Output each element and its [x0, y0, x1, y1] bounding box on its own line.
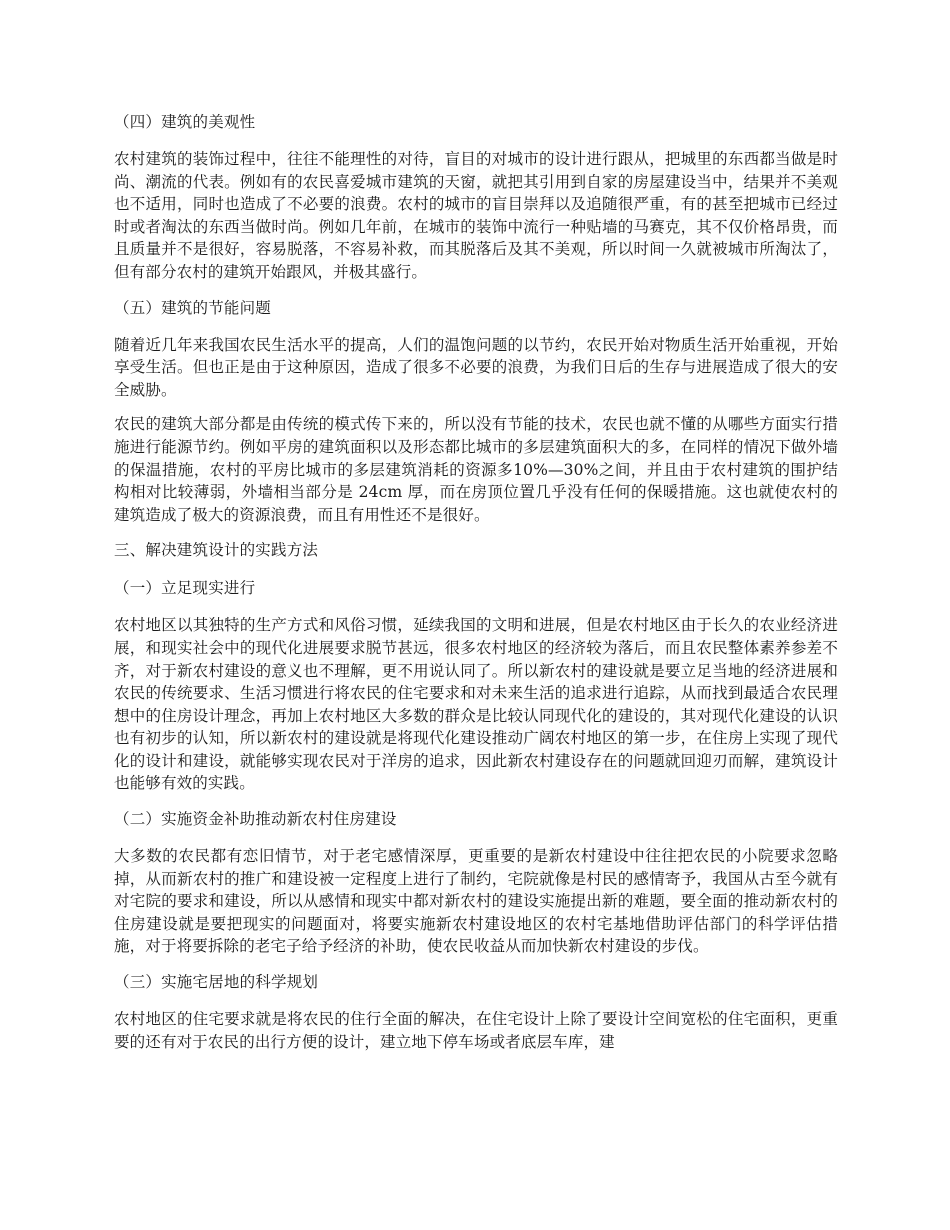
section-heading-3-planning: （三）实施宅居地的科学规划 [114, 973, 319, 992]
paragraph-reality: 农村地区以其独特的生产方式和风俗习惯，延续我国的文明和进展，但是农村地区由于长久的农业经济进展，和现实社会中的现代化进展要求脱节甚远，很多农村地区的经济较为落后，而且农民整体素养参差不齐，对于新农村建设的意义也不理解，更不用说认同了。所以新农村的建设就是要立足当地的经济进展和农民的传统要求、生活习惯进行将农民的住宅要求和对未来生活的追求进行追踪，从而找到最适合农民理想中的住房设计理念，再加上农村地区大多数的群众是比较认同现代化的建设的，其对现代化建设的认识也有初步的认知，所以新农村的建设就是将现代化建设推动广阔农村地区的第一步，在住房上实现了现代化的设计和建设，就能够实现农民对于洋房的追求，因此新农村建设存在的问题就回迎刃而解，建筑设计也能够有效的实践。 [114, 616, 838, 793]
document-page [114, 110, 838, 1065]
section-heading-4-aesthetics: （四）建筑的美观性 [114, 113, 256, 131]
paragraph-subsidy: 大多数的农民都有恋旧情节，对于老宅感情深厚，更重要的是新农村建设中往往把农民的小院要求忽略掉，从而新农村的推广和建设被一定程度上进行了制约，宅院就像是村民的感情寄予，我国从古至今就有对宅院的要求和建设，所以从感情和现实中都对新农村的建设实施提出新的难题，要全面的推动新农村的住房建设就是要把现实的问题面对，将要实施新农村建设地区的农村宅基地借助评估部门的科学评估措施，对于将要拆除的老宅子给予经济的补助，使农民收益从而加快新农村建设的步伐。 [114, 847, 838, 956]
section-heading-2-subsidy: （二）实施资金补助推动新农村住房建设 [114, 810, 397, 829]
paragraph-aesthetics: 农村建筑的装饰过程中，往往不能理性的对待，盲目的对城市的设计进行跟从，把城里的东西都当做是时尚、潮流的代表。例如有的农民喜爱城市建筑的天窗，就把其引用到自家的房屋建设当中，结果并不美观也不适用，同时也造成了不必要的浪费。农村的城市的盲目崇拜以及追随很严重，有的甚至把城市已经过时或者淘汰的东西当做时尚。例如几年前，在城市的装饰中流行一种贴墙的马赛克，其不仅价格昂贵，而且质量并不是很好，容易脱落，不容易补救，而其脱落后及其不美观，所以时间一久就被城市所淘汰了，但有部分农村的建筑开始跟风，并极其盛行。 [114, 150, 838, 281]
paragraph-energy-intro: 随着近几年来我国农民生活水平的提高，人们的温饱问题的以节约，农民开始对物质生活开始重视，开始享受生活。但也正是由于这种原因，造成了很多不必要的浪费，为我们日后的生存与进展造成了很大的安全威胁。 [114, 335, 838, 399]
paragraph-energy-detail: 农民的建筑大部分都是由传统的模式传下来的，所以没有节能的技术，农民也就不懂的从哪些方面实行措施进行能源节约。例如平房的建筑面积以及形态都比城市的多层建筑面积大的多，在同样的情况下做外墙的保温措施，农村的平房比城市的多层建筑消耗的资源多10%—30%之间，并且由于农村建筑的围护结构相对比较薄弱，外墙相当部分是 24cm 厚，而在房顶位置几乎没有任何的保暖措施。这也就使农村的建筑造成了极大的资源浪费，而且有用性还不是很好。 [114, 415, 838, 524]
paragraph-planning: 农村地区的住宅要求就是将农民的住行全面的解决，在住宅设计上除了要设计空间宽松的住宅面积，更重要的还有对于农民的出行方便的设计，建立地下停车场或者底层车库，建 [114, 1010, 838, 1051]
section-heading-1-reality: （一）立足现实进行 [114, 579, 256, 598]
chapter-heading-3-methods: 三、解决建筑设计的实践方法 [114, 541, 319, 560]
section-heading-5-energy: （五）建筑的节能问题 [114, 298, 272, 317]
